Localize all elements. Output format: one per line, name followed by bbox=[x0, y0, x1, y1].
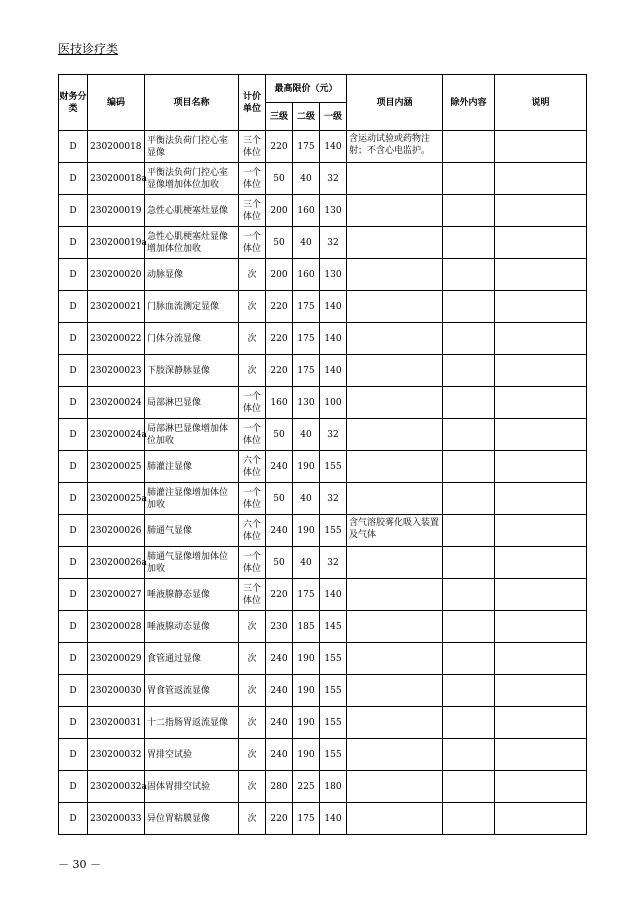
category-cell: D bbox=[59, 291, 88, 323]
price-level3-cell: 50 bbox=[266, 227, 293, 259]
price-level1-cell: 180 bbox=[320, 771, 347, 803]
table-row bbox=[59, 163, 587, 195]
price-level2-cell: 40 bbox=[293, 547, 320, 579]
price-level2-cell: 40 bbox=[293, 419, 320, 451]
code-cell: 230200033 bbox=[88, 803, 145, 835]
name-cell: 肺灌注显像增加体位加收 bbox=[145, 483, 239, 515]
note-cell bbox=[495, 451, 587, 483]
unit-cell: 三个体位 bbox=[239, 131, 266, 163]
name-cell: 急性心肌梗塞灶显像增加体位加收 bbox=[145, 227, 239, 259]
exclusion-cell bbox=[443, 355, 495, 387]
price-level1-cell: 140 bbox=[320, 803, 347, 835]
price-level1-cell: 130 bbox=[320, 195, 347, 227]
table-row bbox=[59, 547, 587, 579]
note-cell bbox=[495, 707, 587, 739]
unit-cell: 一个体位 bbox=[239, 419, 266, 451]
unit-cell: 次 bbox=[239, 739, 266, 771]
header-level3: 三级 bbox=[266, 103, 293, 131]
header-note: 说明 bbox=[495, 75, 587, 131]
price-level3-cell: 220 bbox=[266, 355, 293, 387]
price-level2-cell: 185 bbox=[293, 611, 320, 643]
code-cell: 230200032 bbox=[88, 739, 145, 771]
category-cell: D bbox=[59, 163, 88, 195]
unit-cell: 一个体位 bbox=[239, 387, 266, 419]
note-cell bbox=[495, 163, 587, 195]
name-cell: 门体分流显像 bbox=[145, 323, 239, 355]
exclusion-cell bbox=[443, 291, 495, 323]
price-level1-cell: 140 bbox=[320, 291, 347, 323]
content-cell bbox=[347, 227, 443, 259]
price-level1-cell: 32 bbox=[320, 227, 347, 259]
header-exclusion: 除外内容 bbox=[443, 75, 495, 131]
name-cell: 胃食管返流显像 bbox=[145, 675, 239, 707]
name-cell: 平衡法负荷门控心室显像增加体位加收 bbox=[145, 163, 239, 195]
note-cell bbox=[495, 675, 587, 707]
exclusion-cell bbox=[443, 195, 495, 227]
unit-cell: 次 bbox=[239, 707, 266, 739]
category-cell: D bbox=[59, 771, 88, 803]
name-cell: 局部淋巴显像 bbox=[145, 387, 239, 419]
table-row bbox=[59, 227, 587, 259]
unit-cell: 三个体位 bbox=[239, 579, 266, 611]
table-row bbox=[59, 195, 587, 227]
price-level2-cell: 190 bbox=[293, 739, 320, 771]
exclusion-cell bbox=[443, 131, 495, 163]
price-level2-cell: 130 bbox=[293, 387, 320, 419]
price-level3-cell: 50 bbox=[266, 419, 293, 451]
header-level1: 一级 bbox=[320, 103, 347, 131]
unit-cell: 一个体位 bbox=[239, 483, 266, 515]
code-cell: 230200019a bbox=[88, 227, 145, 259]
category-cell: D bbox=[59, 227, 88, 259]
category-cell: D bbox=[59, 483, 88, 515]
price-level1-cell: 32 bbox=[320, 419, 347, 451]
exclusion-cell bbox=[443, 259, 495, 291]
content-cell bbox=[347, 547, 443, 579]
table-row bbox=[59, 579, 587, 611]
content-cell bbox=[347, 803, 443, 835]
category-cell: D bbox=[59, 419, 88, 451]
name-cell: 唾液腺静态显像 bbox=[145, 579, 239, 611]
code-cell: 230200026 bbox=[88, 515, 145, 547]
code-cell: 230200021 bbox=[88, 291, 145, 323]
price-level2-cell: 175 bbox=[293, 579, 320, 611]
code-cell: 230200024 bbox=[88, 387, 145, 419]
note-cell bbox=[495, 611, 587, 643]
price-level1-cell: 155 bbox=[320, 675, 347, 707]
table-row bbox=[59, 771, 587, 803]
price-table bbox=[58, 74, 587, 835]
category-cell: D bbox=[59, 547, 88, 579]
unit-cell: 次 bbox=[239, 803, 266, 835]
unit-cell: 一个体位 bbox=[239, 163, 266, 195]
code-cell: 230200024a bbox=[88, 419, 145, 451]
note-cell bbox=[495, 739, 587, 771]
price-level3-cell: 220 bbox=[266, 579, 293, 611]
header-code: 编码 bbox=[88, 75, 145, 131]
category-cell: D bbox=[59, 515, 88, 547]
price-level3-cell: 50 bbox=[266, 483, 293, 515]
price-level3-cell: 200 bbox=[266, 195, 293, 227]
header-level2: 二级 bbox=[293, 103, 320, 131]
code-cell: 230200018a bbox=[88, 163, 145, 195]
unit-cell: 六个体位 bbox=[239, 451, 266, 483]
code-cell: 230200030 bbox=[88, 675, 145, 707]
note-cell bbox=[495, 323, 587, 355]
price-level3-cell: 240 bbox=[266, 643, 293, 675]
unit-cell: 一个体位 bbox=[239, 227, 266, 259]
code-cell: 230200029 bbox=[88, 643, 145, 675]
price-level2-cell: 190 bbox=[293, 707, 320, 739]
category-cell: D bbox=[59, 675, 88, 707]
exclusion-cell bbox=[443, 739, 495, 771]
name-cell: 局部淋巴显像增加体位加收 bbox=[145, 419, 239, 451]
table-row bbox=[59, 291, 587, 323]
price-level2-cell: 190 bbox=[293, 515, 320, 547]
name-cell: 异位胃粘膜显像 bbox=[145, 803, 239, 835]
price-level2-cell: 175 bbox=[293, 323, 320, 355]
price-level2-cell: 190 bbox=[293, 451, 320, 483]
exclusion-cell bbox=[443, 323, 495, 355]
note-cell bbox=[495, 547, 587, 579]
price-level1-cell: 130 bbox=[320, 259, 347, 291]
price-level1-cell: 155 bbox=[320, 707, 347, 739]
name-cell: 下肢深静脉显像 bbox=[145, 355, 239, 387]
price-level1-cell: 32 bbox=[320, 483, 347, 515]
price-level3-cell: 240 bbox=[266, 515, 293, 547]
table-row bbox=[59, 387, 587, 419]
content-cell bbox=[347, 483, 443, 515]
note-cell bbox=[495, 771, 587, 803]
content-cell: 含运动试验或药物注射；不含心电监护。 bbox=[347, 131, 443, 163]
table-row bbox=[59, 419, 587, 451]
price-level3-cell: 230 bbox=[266, 611, 293, 643]
price-level1-cell: 155 bbox=[320, 515, 347, 547]
price-level2-cell: 40 bbox=[293, 163, 320, 195]
unit-cell: 次 bbox=[239, 771, 266, 803]
exclusion-cell bbox=[443, 387, 495, 419]
note-cell bbox=[495, 387, 587, 419]
exclusion-cell bbox=[443, 419, 495, 451]
exclusion-cell bbox=[443, 547, 495, 579]
table-row bbox=[59, 355, 587, 387]
code-cell: 230200026a bbox=[88, 547, 145, 579]
content-cell bbox=[347, 707, 443, 739]
price-level1-cell: 32 bbox=[320, 163, 347, 195]
code-cell: 230200019 bbox=[88, 195, 145, 227]
code-cell: 230200028 bbox=[88, 611, 145, 643]
content-cell bbox=[347, 355, 443, 387]
category-cell: D bbox=[59, 643, 88, 675]
exclusion-cell bbox=[443, 227, 495, 259]
code-cell: 230200020 bbox=[88, 259, 145, 291]
code-cell: 230200023 bbox=[88, 355, 145, 387]
note-cell bbox=[495, 803, 587, 835]
price-level2-cell: 175 bbox=[293, 803, 320, 835]
category-cell: D bbox=[59, 323, 88, 355]
price-level2-cell: 175 bbox=[293, 291, 320, 323]
price-level3-cell: 200 bbox=[266, 259, 293, 291]
category-cell: D bbox=[59, 739, 88, 771]
unit-cell: 次 bbox=[239, 611, 266, 643]
price-level3-cell: 240 bbox=[266, 675, 293, 707]
unit-cell: 次 bbox=[239, 643, 266, 675]
category-cell: D bbox=[59, 259, 88, 291]
price-level1-cell: 145 bbox=[320, 611, 347, 643]
category-cell: D bbox=[59, 131, 88, 163]
unit-cell: 次 bbox=[239, 259, 266, 291]
exclusion-cell bbox=[443, 707, 495, 739]
note-cell bbox=[495, 355, 587, 387]
table-row bbox=[59, 675, 587, 707]
category-cell: D bbox=[59, 355, 88, 387]
table-row bbox=[59, 707, 587, 739]
table-row bbox=[59, 515, 587, 547]
price-level2-cell: 40 bbox=[293, 483, 320, 515]
note-cell bbox=[495, 515, 587, 547]
name-cell: 平衡法负荷门控心室显像 bbox=[145, 131, 239, 163]
price-level2-cell: 160 bbox=[293, 195, 320, 227]
code-cell: 230200025 bbox=[88, 451, 145, 483]
name-cell: 胃排空试验 bbox=[145, 739, 239, 771]
exclusion-cell bbox=[443, 675, 495, 707]
price-level1-cell: 155 bbox=[320, 739, 347, 771]
category-cell: D bbox=[59, 707, 88, 739]
category-cell: D bbox=[59, 611, 88, 643]
code-cell: 230200031 bbox=[88, 707, 145, 739]
note-cell bbox=[495, 259, 587, 291]
content-cell bbox=[347, 291, 443, 323]
table-row bbox=[59, 451, 587, 483]
exclusion-cell bbox=[443, 483, 495, 515]
name-cell: 急性心肌梗塞灶显像 bbox=[145, 195, 239, 227]
unit-cell: 次 bbox=[239, 675, 266, 707]
table-row bbox=[59, 131, 587, 163]
price-level2-cell: 175 bbox=[293, 355, 320, 387]
price-level1-cell: 100 bbox=[320, 387, 347, 419]
name-cell: 固体胃排空试验 bbox=[145, 771, 239, 803]
note-cell bbox=[495, 291, 587, 323]
content-cell bbox=[347, 387, 443, 419]
unit-cell: 次 bbox=[239, 355, 266, 387]
note-cell bbox=[495, 419, 587, 451]
exclusion-cell bbox=[443, 611, 495, 643]
note-cell bbox=[495, 195, 587, 227]
price-level1-cell: 140 bbox=[320, 579, 347, 611]
price-level3-cell: 220 bbox=[266, 131, 293, 163]
price-level2-cell: 190 bbox=[293, 675, 320, 707]
unit-cell: 一个体位 bbox=[239, 547, 266, 579]
price-level3-cell: 240 bbox=[266, 739, 293, 771]
unit-cell: 次 bbox=[239, 291, 266, 323]
content-cell bbox=[347, 323, 443, 355]
code-cell: 230200032a bbox=[88, 771, 145, 803]
exclusion-cell bbox=[443, 643, 495, 675]
header-category: 财务分类 bbox=[59, 75, 88, 131]
price-level3-cell: 220 bbox=[266, 803, 293, 835]
price-level2-cell: 160 bbox=[293, 259, 320, 291]
table-row bbox=[59, 611, 587, 643]
content-cell bbox=[347, 643, 443, 675]
unit-cell: 六个体位 bbox=[239, 515, 266, 547]
table-row bbox=[59, 803, 587, 835]
header-max-price: 最高限价（元） bbox=[266, 75, 347, 103]
note-cell bbox=[495, 483, 587, 515]
content-cell bbox=[347, 579, 443, 611]
name-cell: 食管通过显像 bbox=[145, 643, 239, 675]
header-name: 项目名称 bbox=[145, 75, 239, 131]
header-content: 项目内涵 bbox=[347, 75, 443, 131]
name-cell: 动脉显像 bbox=[145, 259, 239, 291]
content-cell bbox=[347, 195, 443, 227]
name-cell: 门脉血流测定显像 bbox=[145, 291, 239, 323]
content-cell bbox=[347, 739, 443, 771]
unit-cell: 三个体位 bbox=[239, 195, 266, 227]
table-row bbox=[59, 323, 587, 355]
category-cell: D bbox=[59, 195, 88, 227]
note-cell bbox=[495, 579, 587, 611]
name-cell: 肺灌注显像 bbox=[145, 451, 239, 483]
note-cell bbox=[495, 227, 587, 259]
exclusion-cell bbox=[443, 771, 495, 803]
category-cell: D bbox=[59, 803, 88, 835]
code-cell: 230200025a bbox=[88, 483, 145, 515]
code-cell: 230200027 bbox=[88, 579, 145, 611]
unit-cell: 次 bbox=[239, 323, 266, 355]
price-level2-cell: 190 bbox=[293, 643, 320, 675]
price-level2-cell: 40 bbox=[293, 227, 320, 259]
category-cell: D bbox=[59, 451, 88, 483]
price-level1-cell: 155 bbox=[320, 451, 347, 483]
price-level3-cell: 220 bbox=[266, 291, 293, 323]
price-level3-cell: 50 bbox=[266, 163, 293, 195]
price-level3-cell: 280 bbox=[266, 771, 293, 803]
content-cell bbox=[347, 259, 443, 291]
price-level1-cell: 32 bbox=[320, 547, 347, 579]
page-number: － 30 － bbox=[58, 858, 101, 871]
name-cell: 十二指肠胃返流显像 bbox=[145, 707, 239, 739]
price-level3-cell: 220 bbox=[266, 323, 293, 355]
content-cell bbox=[347, 771, 443, 803]
content-cell bbox=[347, 611, 443, 643]
price-level2-cell: 175 bbox=[293, 131, 320, 163]
price-level3-cell: 240 bbox=[266, 451, 293, 483]
code-cell: 230200022 bbox=[88, 323, 145, 355]
name-cell: 唾液腺动态显像 bbox=[145, 611, 239, 643]
section-title: 医技诊疗类 bbox=[58, 42, 119, 56]
price-level1-cell: 140 bbox=[320, 355, 347, 387]
code-cell: 230200018 bbox=[88, 131, 145, 163]
price-level1-cell: 140 bbox=[320, 131, 347, 163]
table-row bbox=[59, 739, 587, 771]
header-unit: 计价单位 bbox=[239, 75, 266, 131]
content-cell: 含气溶胶雾化吸入装置及气体 bbox=[347, 515, 443, 547]
exclusion-cell bbox=[443, 579, 495, 611]
table-row bbox=[59, 259, 587, 291]
price-level2-cell: 225 bbox=[293, 771, 320, 803]
table-row bbox=[59, 643, 587, 675]
name-cell: 肺通气显像增加体位加收 bbox=[145, 547, 239, 579]
content-cell bbox=[347, 163, 443, 195]
price-level1-cell: 140 bbox=[320, 323, 347, 355]
content-cell bbox=[347, 675, 443, 707]
exclusion-cell bbox=[443, 451, 495, 483]
exclusion-cell bbox=[443, 803, 495, 835]
price-level1-cell: 155 bbox=[320, 643, 347, 675]
price-level3-cell: 160 bbox=[266, 387, 293, 419]
name-cell: 肺通气显像 bbox=[145, 515, 239, 547]
exclusion-cell bbox=[443, 515, 495, 547]
content-cell bbox=[347, 419, 443, 451]
content-cell bbox=[347, 451, 443, 483]
price-level3-cell: 240 bbox=[266, 707, 293, 739]
exclusion-cell bbox=[443, 163, 495, 195]
price-level3-cell: 50 bbox=[266, 547, 293, 579]
note-cell bbox=[495, 643, 587, 675]
table-row bbox=[59, 483, 587, 515]
category-cell: D bbox=[59, 579, 88, 611]
note-cell bbox=[495, 131, 587, 163]
category-cell: D bbox=[59, 387, 88, 419]
